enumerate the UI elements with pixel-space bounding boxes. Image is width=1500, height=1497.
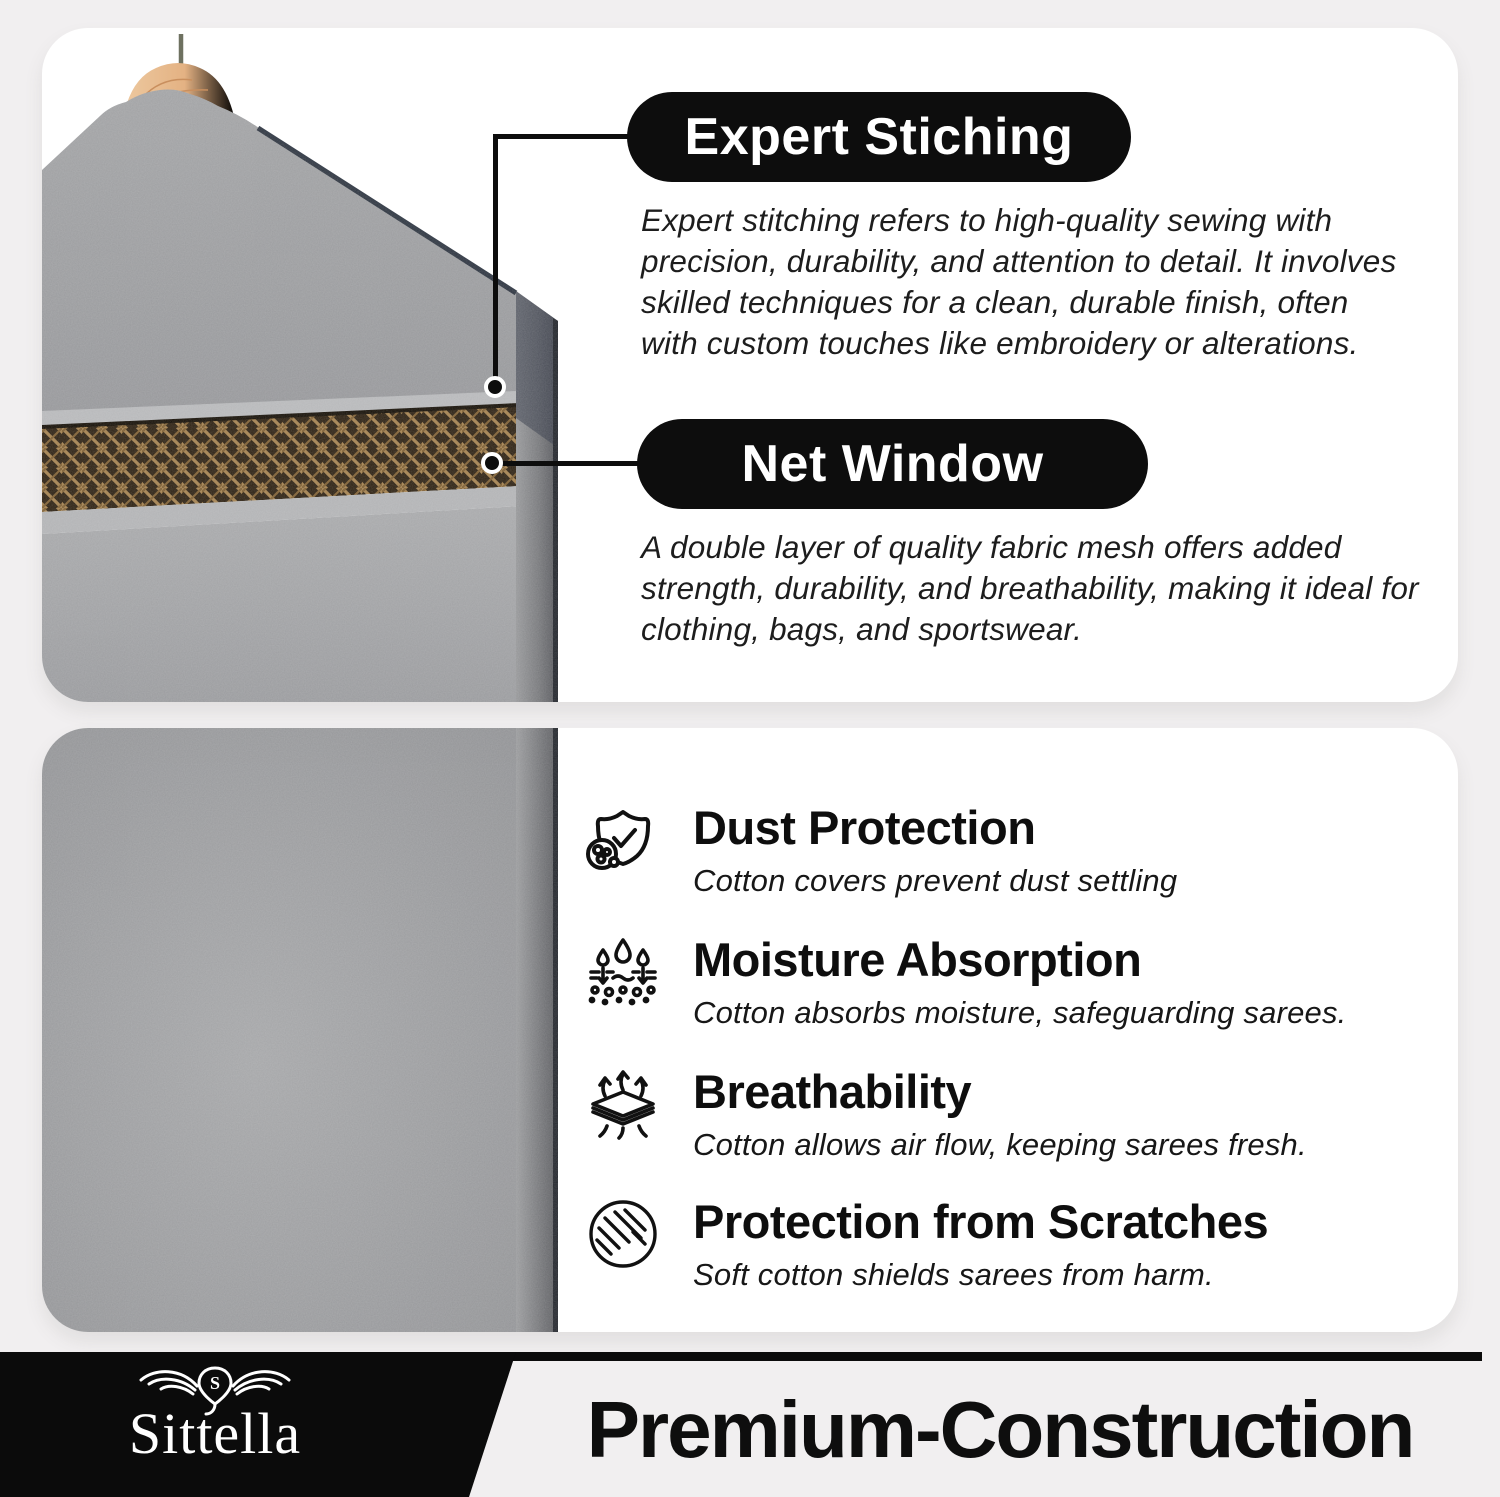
garment-cover-photo-top — [42, 28, 558, 702]
feature-breathability — [585, 1066, 1307, 1163]
stitching-connector-horizontal — [493, 134, 629, 139]
net-window-description: A double layer of quality fabric mesh offers added strength, durability, and breathability, making it ideal for clothing, bags, and sportswear. — [641, 529, 1419, 647]
feature-description: Cotton covers prevent dust settling — [693, 863, 1178, 898]
scratch-protection-icon — [585, 1196, 661, 1272]
breathability-icon — [585, 1066, 661, 1142]
feature-description: Soft cotton shields sarees from harm. — [693, 1257, 1214, 1292]
feature-title: Protection from Scratches — [693, 1195, 1269, 1248]
brand-name: Sittella — [128, 1401, 302, 1466]
svg-text:S: S — [209, 1373, 221, 1393]
brand-logo — [95, 1360, 335, 1467]
expert-stitching-label: Expert Stiching — [684, 108, 1074, 166]
shield-check-icon — [585, 802, 661, 878]
feature-title: Breathability — [693, 1065, 972, 1118]
stitching-anchor-dot — [484, 376, 506, 398]
feature-moisture-absorption — [585, 934, 1346, 1031]
net-window-connector — [497, 461, 639, 466]
garment-cover-photo-bottom — [42, 728, 558, 1332]
net-window-label: Net Window — [741, 435, 1044, 493]
net-window-anchor-dot — [481, 452, 503, 474]
expert-stitching-description: Expert stitching refers to high-quality sewing with precision, durability, and attention to detail. It involves skilled techniques for a clean, durable finish, often with custom touches like embroidery or alterations. — [641, 202, 1397, 361]
feature-description: Cotton allows air flow, keeping sarees fresh. — [693, 1127, 1307, 1162]
feature-title: Moisture Absorption — [693, 933, 1142, 986]
moisture-icon — [585, 934, 661, 1010]
footer — [0, 1352, 1500, 1497]
footer-heading: Premium-Construction — [586, 1385, 1414, 1474]
expert-stitching-pill — [627, 92, 1131, 182]
net-window-pill — [637, 419, 1148, 509]
feature-protection-scratches — [585, 1196, 1268, 1293]
feature-title: Dust Protection — [693, 801, 1036, 854]
feature-description: Cotton absorbs moisture, safeguarding sarees. — [693, 995, 1347, 1030]
stitching-connector-vertical — [493, 134, 498, 389]
feature-dust-protection — [585, 802, 1177, 899]
